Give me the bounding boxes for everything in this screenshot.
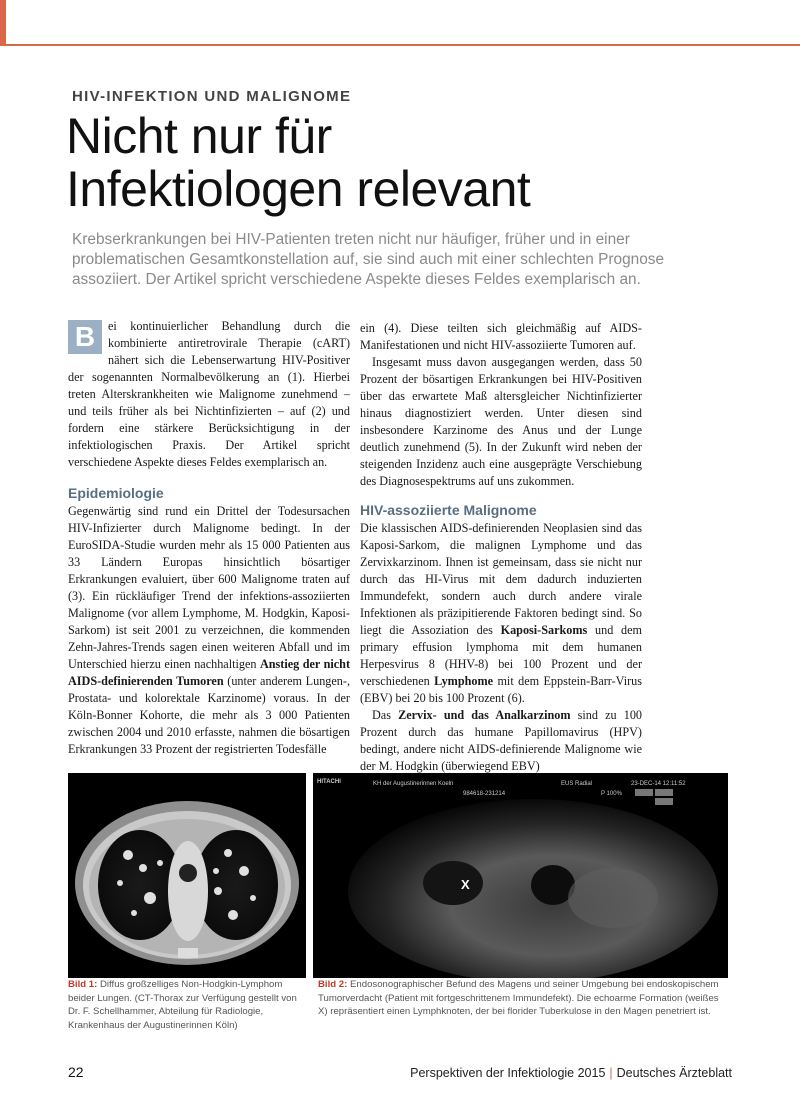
trend-paragraph: Insgesamt muss davon ausgegangen werden, dass 50 Prozent der bösartigen Erkrankungen bei HIV-Positiven über das erwartete Maß altersgleicher Nichtinfizierter hinaus diagnostiziert werden. Unter diesen sind insbesondere Karzinome des Anus und der Lunge deutlich zunehmend (5). In der Zukunft wird neben der steigenden Inzidenz auch eine ausgeprägte Verschiebung des Diagnosespektrums auf uns zukommen. [360,355,642,488]
epidemiology-paragraph [68,503,350,758]
drop-cap: B [68,320,102,354]
footer-journal: Perspektiven der Infektiologie 2015 [410,1066,606,1080]
article-headline [66,110,766,216]
header-rule [0,44,800,46]
headline-line-1: Nicht nur für [66,108,332,164]
neoplasia-text-a: Die klassischen AIDS-definierenden Neoplasien sind das Kaposi-Sarkom, die malignen Lymphome und das Zervixkarzinom. Ihnen ist gemeinsam, dass sie nicht nur durch das HI-Virus mit dem dadurch induzierten Immundefekt, sondern auch durch andere virale Infektionen als präzipitierende Faktoren bedingt sind. So liegt die Assoziation des [360,521,642,637]
figure2-caption-text: Endosonographischer Befund des Magens und seiner Umgebung bei endoskopischem Tumorverdacht (Patient mit fortgeschrittenem Immundefekt). Die echoarme Formation (weißes X) repräsentiert einen Lymphknoten, der bei florider Tuberkulose in den Magen penetriert ist. [318,979,719,1017]
epidemiology-text-a: Gegenwärtig sind rund ein Drittel der Todesursachen HIV-Infizierter durch Malignome bedingt. In der EuroSIDA-Studie wurden mehr als 15 000 Patienten aus 33 Ländern Europas hinsichtlich bösartiger Erkrankungen evaluiert, über 600 Malignome traten auf (3). Ein rückläufiger Trend der infektions-assoziierten Malignome (vor allem Lymphome, M. Hodgkin, Kaposi-Sarkom) ist seit 2001 zu verzeichnen, die kommenden Zehn-Jahres-Trends sagen einen weiteren Abfall und im Unterschied hierzu einen nachhaltigen [68,504,350,671]
eus-brand: HITACHI [317,779,341,785]
figure1-caption [68,978,306,1032]
figure1-caption-text: Diffus großzelliges Non-Hodgkin-Lymphom beider Lungen. (CT-Thorax zur Verfügung gestellt von Dr. F. Schellhammer, Abteilung für Radiologie, Krankenhaus der Augustinerinnen Köln) [68,979,297,1031]
footer-publisher: Deutsches Ärzteblatt [616,1066,732,1080]
figure-endosonography [313,773,728,978]
continuation-paragraph: ein (4). Diese teilten sich gleichmäßig auf AIDS-Manifestationen und nicht HIV-assoziierte Tumoren auf. [360,321,642,352]
footer-separator: | [609,1066,613,1080]
hpv-text-a: Das [372,708,391,722]
eus-date: 23-DEC-14 12:11:52 [631,781,686,787]
hpv-text-c: sind zu 100 Prozent durch das humane Papillomavirus (HPV) bedingt, andere nicht AIDS-definierende Malignome wie der M. Hodgkin (überwiegend EBV) [360,708,643,773]
neoplasia-paragraph [360,520,642,707]
eus-power: P 100% [601,791,622,797]
right-column [360,320,642,775]
left-column [68,318,350,758]
corner-accent [0,0,6,46]
hpv-bold: Zervix- und das Analkarzinom [398,708,571,722]
kaposi-bold: Kaposi-Sarkoms [500,623,588,637]
hpv-paragraph [360,707,642,775]
footer-publication [410,1066,732,1080]
figure2-label: Bild 2: [318,979,348,990]
eus-lymph-node [423,861,483,905]
intro-text: ei kontinuierlicher Behandlung durch die kombinierte antiretrovirale Therapie (cART) nähert sich die Lebenserwartung HIV-Positiver der sogenannten Normalbevölkerung an (1). Hierbei treten Alterskrankheiten wie Malignome zunehmend – und teils früher als bei Nichtinfizierten – auf (2) und fordern eine stärkere Berücksichtigung in der infektiologischen Praxis. Der Artikel spricht verschiedene Aspekte dieses Feldes exemplarisch an. [68,319,350,469]
eus-id: 984618-231214 [463,791,506,797]
figure-ct-thorax [68,773,306,978]
section-kicker: HIV-INFEKTION UND MALIGNOME [72,88,352,105]
lymphome-bold: Lymphome [434,674,494,688]
figure2-caption [318,978,730,1019]
eus-mode: EUS Radial [561,781,593,787]
heading-epidemiologie: Epidemiologie [68,485,164,501]
headline-line-2: Infektiologen relevant [66,161,531,217]
figure1-label: Bild 1: [68,979,98,990]
epidemiology-text-b: (unter anderem Lungen-, Prostata- und kolorektale Karzinome) voraus. In der Köln-Bonner Kohorte, die mehr als 3 000 Patienten zwischen 2004 und 2010 erfasste, nahmen die bösartigen Erkrankungen 33 Prozent der registrierten Todesfälle [68,674,350,756]
article-lead: Krebserkrankungen bei HIV-Patienten treten nicht nur häufiger, früher und in einer problematischen Gesamtkonstellation auf, sie sind auch mit einer schlechten Prognose assoziiert. Der Artikel spricht verschiedene Aspekte dieses Feldes exemplarisch an. [72,231,665,288]
heading-hiv-assoziierte-malignome: HIV-assoziierte Malignome [360,502,537,518]
epidemiology-bold: Anstieg der nicht AIDS-definierenden Tumoren [68,657,351,688]
neoplasia-text-d: mit dem Eppstein-Barr-Virus (EBV) bei 20 bis 100 Prozent (6). [360,674,643,705]
intro-paragraph [68,318,350,471]
eus-hospital: KH der Augustinerinnen Koeln [373,781,454,787]
page-number: 22 [68,1064,84,1080]
ct-image [68,773,306,978]
eus-marker: X [461,877,470,892]
neoplasia-text-c: und dem primary effusion lymphoma mit dem humanen Herpesvirus 8 (HHV-8) bei 100 Prozent und der verschiedenen [360,623,643,688]
eus-image [313,773,728,978]
